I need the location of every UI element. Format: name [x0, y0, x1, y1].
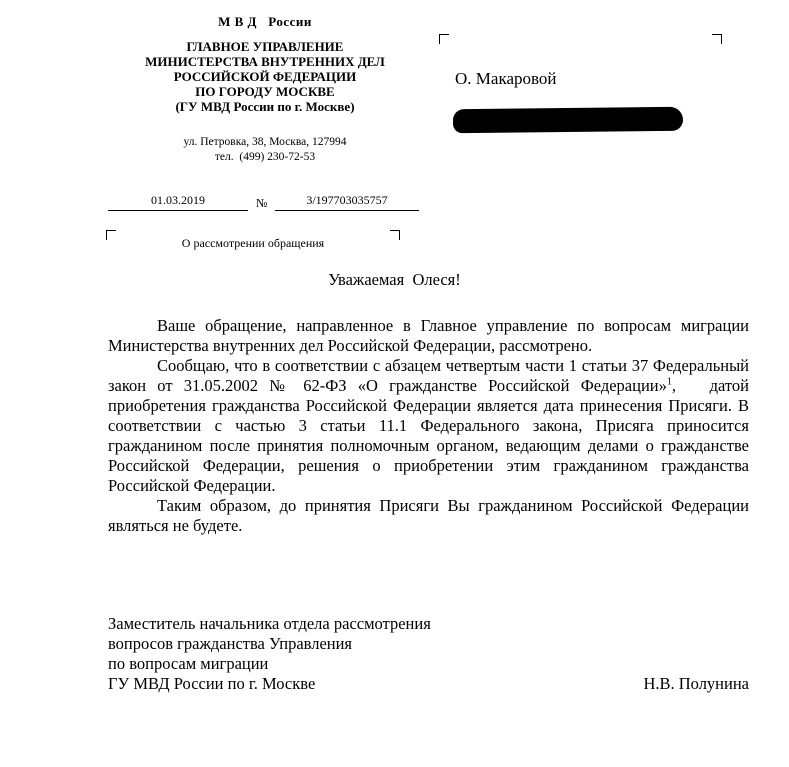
body-paragraph: Таким образом, до принятия Присяги Вы гражданином Российской Федерации являться не будете. — [108, 496, 749, 535]
letter-body — [108, 316, 754, 536]
date-underline — [108, 210, 248, 211]
letter-subject: О рассмотрении обращения — [181, 236, 325, 250]
signature-block — [108, 614, 431, 694]
signer-name: Н.В. Полунина — [643, 674, 749, 693]
body-text-segment: , датой приобретения гражданства Российской Федерации является дата принесения Присяги. В соответствии с частью 3 статьи 11.1 Федерального закона, Присяга приносится гражданином после принятия полномочным органом, ведающим делами о гражданстве Российской Федерации, решения о приобретении этим гражданином гражданства Российской Федерации. — [108, 376, 754, 495]
body-paragraph — [108, 356, 754, 496]
org-line: (ГУ МВД России по г. Москве) — [175, 99, 355, 114]
org-line: ГЛАВНОЕ УПРАВЛЕНИЕ — [186, 39, 344, 54]
number-underline — [275, 210, 419, 211]
footnote-marker: 1 — [666, 376, 672, 388]
recipient-name: О. Макаровой — [455, 69, 557, 88]
organization-block — [100, 39, 430, 114]
signature-line: по вопросам миграции — [108, 654, 269, 673]
greeting: Уважаемая Олеся! — [328, 270, 461, 289]
letter-date: 01.03.2019 — [151, 193, 205, 207]
phone: тел. (499) 230-72-53 — [214, 151, 316, 163]
org-line: ПО ГОРОДУ МОСКВЕ — [195, 84, 335, 99]
letter-number: 3/197703035757 — [306, 193, 388, 207]
agency-name: М В Д России — [218, 14, 312, 29]
signature-line: ГУ МВД России по г. Москве — [108, 674, 316, 693]
address: ул. Петровка, 38, Москва, 127994 — [183, 136, 347, 148]
address-block — [100, 135, 430, 165]
signature-line: Заместитель начальника отдела рассмотрения — [108, 614, 431, 633]
org-line: МИНИСТЕРСТВА ВНУТРЕННИХ ДЕЛ — [145, 54, 385, 69]
body-text-segment: Сообщаю, что в соответствии с абзацем четвертым части 1 статьи 37 Федеральный закон от 31.05.2002 № 62-ФЗ «О гражданстве Российской Федерации» — [108, 356, 749, 395]
corner-bracket — [712, 34, 722, 44]
org-line: РОССИЙСКОЙ ФЕДЕРАЦИИ — [173, 69, 357, 84]
signature-line: вопросов гражданства Управления — [108, 634, 353, 653]
corner-bracket — [439, 34, 449, 44]
redaction-mark — [453, 107, 683, 133]
number-sign: № — [256, 196, 268, 210]
body-paragraph: Ваше обращение, направленное в Главное управление по вопросам миграции Министерства внутренних дел Российской Федерации, рассмотрено. — [108, 316, 749, 355]
